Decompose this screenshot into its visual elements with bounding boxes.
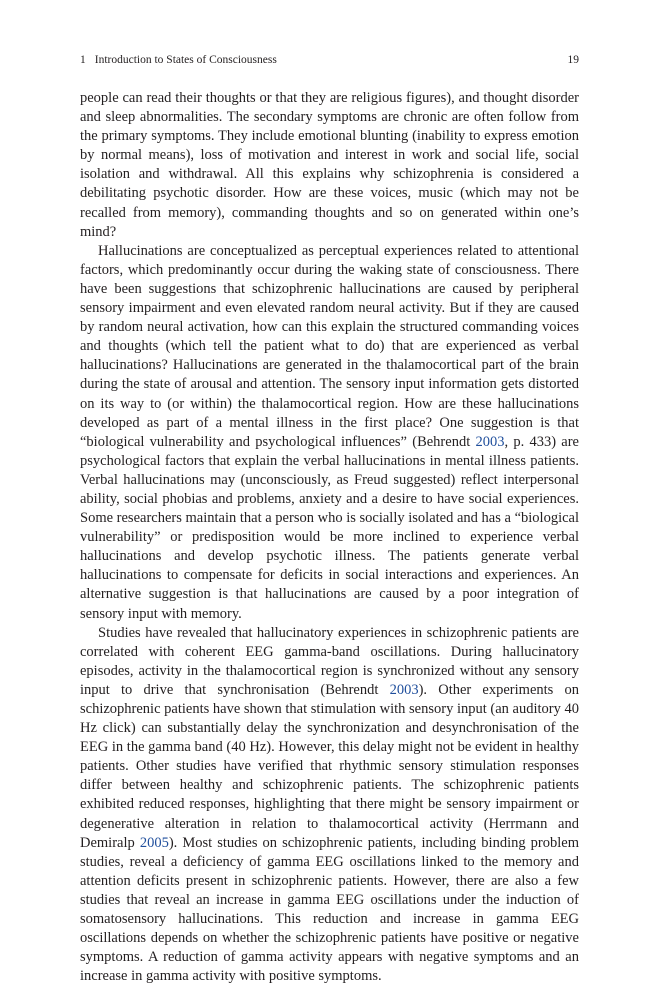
paragraph-text: ). Other experiments on schizophrenic patients have shown that stimulation with sensory input (an auditory 40 Hz click) can substantially delay the synchronization and desynchronisation of the EEG in the gamma band (40 Hz). However, this delay might not be evident in healthy patients. Other studies have verified that rhythmic sensory stimulation responses differ between healthy and schizophrenic patients. The schizophrenic patients exhibited reduced responses, highlighting that there might be sensory impairment or degenerative alteration in relation to thalamocortical activity (Herrmann and Demiralp [80, 681, 579, 851]
paragraph-text: people can read their thoughts or that they are religious figures), and thought disorder and sleep abnormalities. The secondary symptoms are chronic are often follow from the primary symptoms. They include emotional blunting (inability to express emotion by normal means), loss of motivation and interest in work and social life, social isolation and withdrawal. All this explains why schizophrenia is considered a debilitating psychotic disorder. How are these voices, music (which may not be recalled from memory), commanding thoughts and so on generated within one’s mind? [80, 90, 579, 240]
page-number: 19 [567, 54, 579, 66]
chapter-title: Introduction to States of Consciousness [94, 54, 277, 66]
running-head [80, 52, 579, 68]
paragraph-2 [80, 242, 579, 624]
body-text [80, 89, 579, 986]
paragraph-text: , p. 433) are psychological factors that explain the verbal hallucinations in mental illness patients. Verbal hallucinations may (unconsciously, as Freud suggested) reflect interpersonal ability, social phobias and problems, anxiety and a desire to have social experiences. Some researchers maintain that a person who is socially isolated and has a “biological vulnerability” or predisposition would be more inclined to experience verbal hallucinations and develop psychotic illness. The patients generate verbal hallucinations to compensate for deficits in social interactions and experiences. An alternative suggestion is that hallucinations are caused by a poor integration of sensory input with memory. [80, 433, 579, 622]
chapter-number: 1 [80, 54, 86, 66]
paragraph-text: Hallucinations are conceptualized as perceptual experiences related to attentional factors, which predominantly occur during the waking state of consciousness. There have been suggestions that schizophrenic hallucinations are caused by peripheral sensory impairment and even elevated random neural activity. But if they are caused by random neural activation, how can this explain the structured commanding voices and thoughts (which tell the patient what to do) that are experienced as verbal hallucinations? Hallucinations are generated in the thalamocortical part of the brain during the state of arousal and attention. The sensory input information gets distorted on its way to (or within) the thalamocortical region. How are these hallucinations developed as part of a mental illness in the first place? One suggestion is that “biological vulnerability and psychological influences” (Behrendt [80, 242, 579, 450]
paragraph-text: Studies have revealed that hallucinatory experiences in schizophrenic patients are correlated with coherent EEG gamma-band oscillations. During hallucinatory episodes, activity in the thalamocortical region is synchronized without any sensory input to drive that synchronisation (Behrendt [80, 624, 579, 698]
paragraph-3 [80, 624, 579, 987]
paragraph-1 [80, 89, 579, 242]
citation-link-herrmann-demiralp-2005[interactable]: 2005 [139, 834, 169, 851]
citation-link-behrendt-2003[interactable]: 2003 [475, 433, 505, 450]
paragraph-text: ). Most studies on schizophrenic patients, including binding problem studies, reveal a deficiency of gamma EEG oscillations linked to the memory and attention deficits present in schizophrenic patients. However, there are also a few studies that reveal an increase in gamma EEG oscillations under the induction of somatosensory hallucinations. This reduction and increase in gamma EEG oscillations depends on whether the schizophrenic patients have positive or negative symptoms. A reduction of gamma activity appears with negative symptoms and an increase in gamma activity with positive symptoms. [80, 834, 579, 985]
citation-link-behrendt-2003[interactable]: 2003 [389, 681, 419, 698]
chapter-heading [80, 52, 277, 68]
